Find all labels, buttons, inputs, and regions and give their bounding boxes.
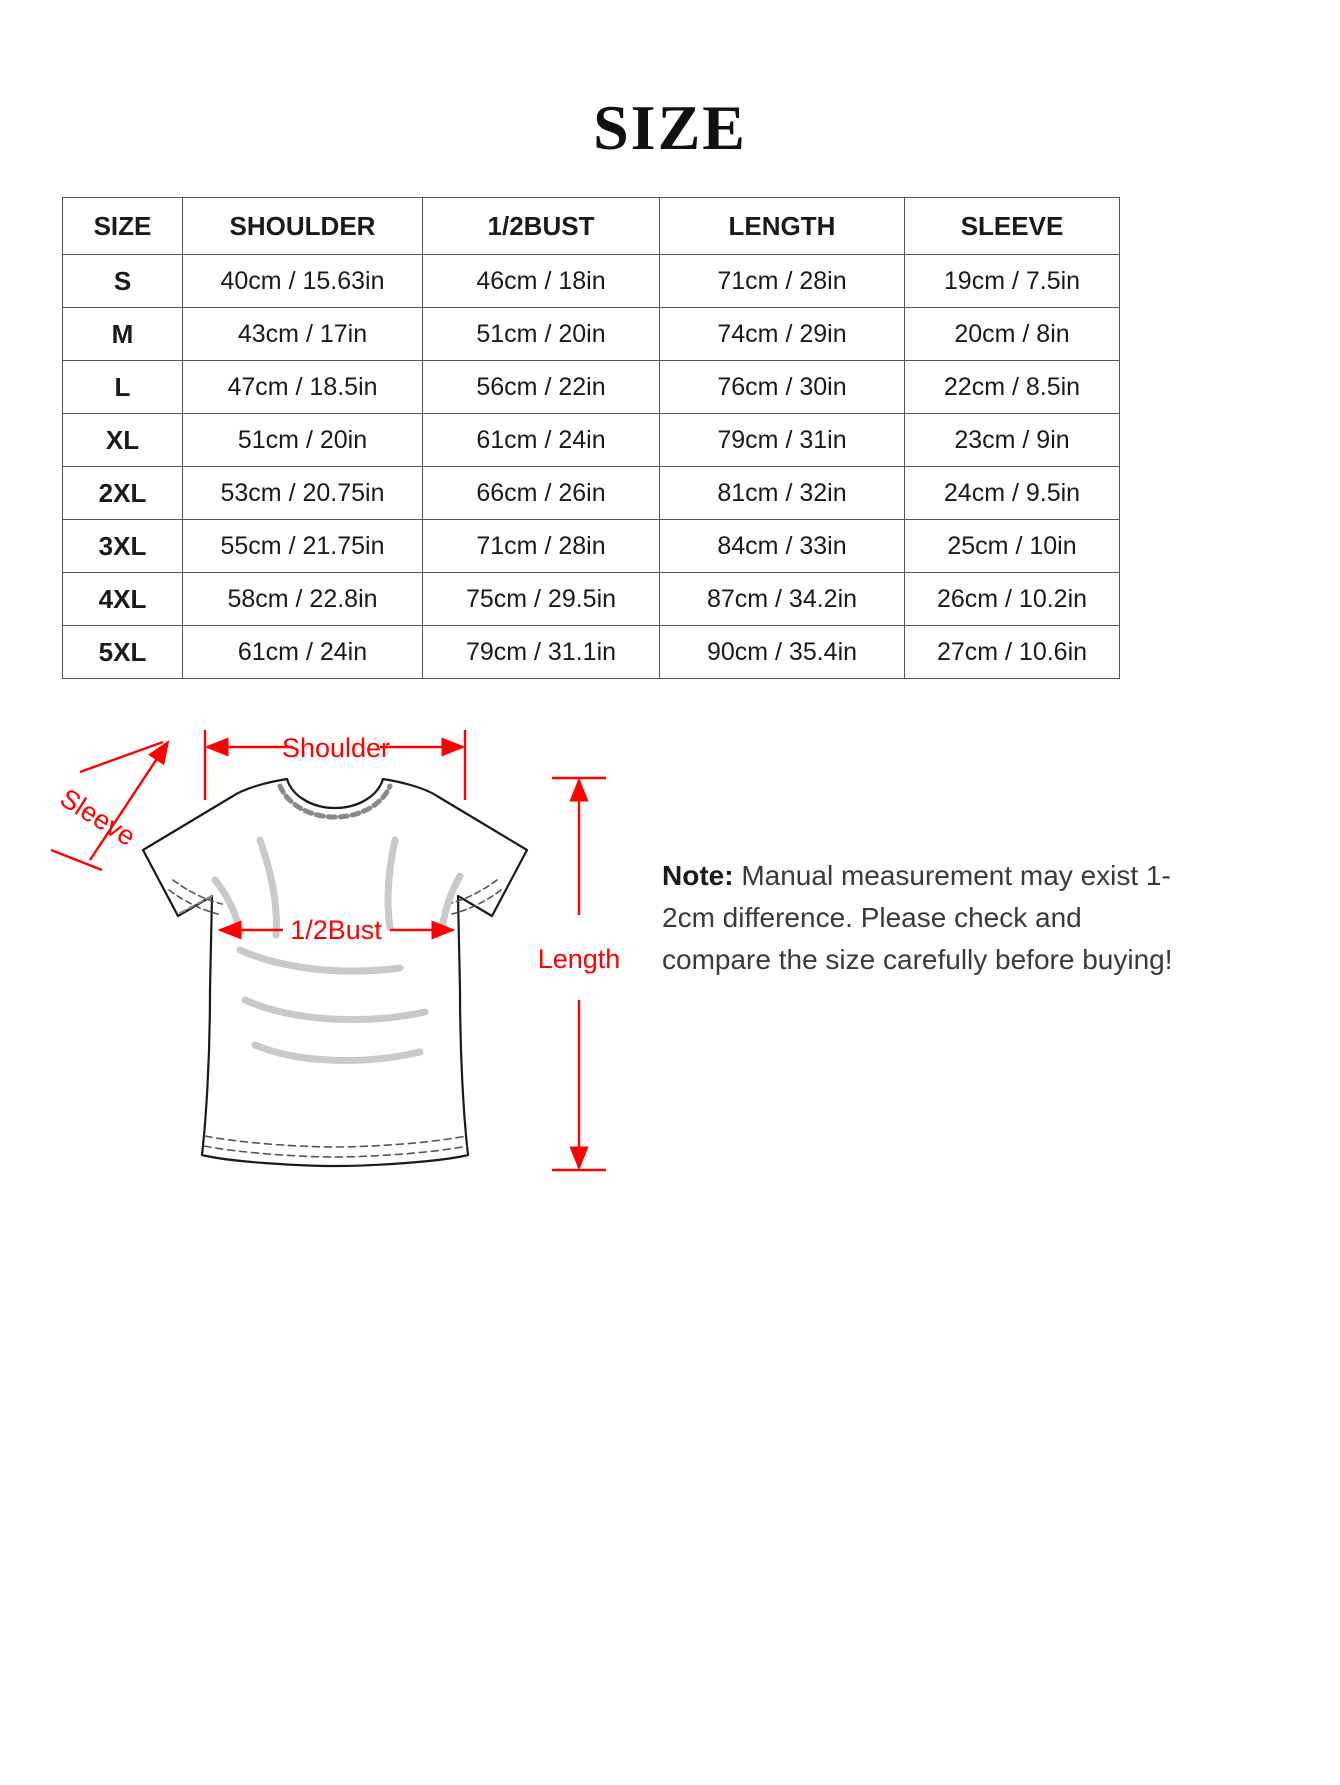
size-chart-table-container [62, 197, 1119, 679]
cell-sleeve: 22cm / 8.5in [905, 361, 1120, 414]
cell-sleeve: 24cm / 9.5in [905, 467, 1120, 520]
cell-shoulder: 51cm / 20in [183, 414, 423, 467]
table-row [63, 308, 1120, 361]
cell-shoulder: 40cm / 15.63in [183, 255, 423, 308]
column-header-bust: 1/2BUST [423, 198, 660, 255]
table-body [63, 255, 1120, 679]
cell-size: 3XL [63, 520, 183, 573]
cell-bust: 61cm / 24in [423, 414, 660, 467]
cell-length: 90cm / 35.4in [660, 626, 905, 679]
cell-shoulder: 47cm / 18.5in [183, 361, 423, 414]
table-row [63, 255, 1120, 308]
table-row [63, 414, 1120, 467]
cell-shoulder: 43cm / 17in [183, 308, 423, 361]
column-header-shoulder: SHOULDER [183, 198, 423, 255]
table-row [63, 520, 1120, 573]
cell-length: 81cm / 32in [660, 467, 905, 520]
cell-length: 79cm / 31in [660, 414, 905, 467]
cell-bust: 56cm / 22in [423, 361, 660, 414]
cell-length: 84cm / 33in [660, 520, 905, 573]
table-row [63, 573, 1120, 626]
cell-length: 87cm / 34.2in [660, 573, 905, 626]
cell-shoulder: 55cm / 21.75in [183, 520, 423, 573]
column-header-size: SIZE [63, 198, 183, 255]
cell-length: 76cm / 30in [660, 361, 905, 414]
cell-bust: 79cm / 31.1in [423, 626, 660, 679]
cell-bust: 75cm / 29.5in [423, 573, 660, 626]
bust-label: 1/2Bust [290, 915, 382, 945]
cell-shoulder: 53cm / 20.75in [183, 467, 423, 520]
cell-sleeve: 20cm / 8in [905, 308, 1120, 361]
column-header-sleeve: SLEEVE [905, 198, 1120, 255]
cell-bust: 51cm / 20in [423, 308, 660, 361]
sleeve-label: Sleeve [54, 782, 141, 852]
cell-sleeve: 27cm / 10.6in [905, 626, 1120, 679]
size-chart-table [62, 197, 1120, 679]
page-title: SIZE [593, 92, 747, 163]
cell-size: L [63, 361, 183, 414]
length-dimension [552, 778, 606, 1170]
table-row [63, 467, 1120, 520]
cell-sleeve: 25cm / 10in [905, 520, 1120, 573]
note-text: Manual measurement may exist 1-2cm difference. Please check and compare the size carefully before buying! [662, 860, 1173, 975]
cell-size: 5XL [63, 626, 183, 679]
cell-size: M [63, 308, 183, 361]
cell-bust: 71cm / 28in [423, 520, 660, 573]
cell-shoulder: 58cm / 22.8in [183, 573, 423, 626]
note-label: Note: [662, 860, 734, 891]
measurement-note [662, 855, 1182, 981]
cell-bust: 46cm / 18in [423, 255, 660, 308]
cell-size: S [63, 255, 183, 308]
length-label: Length [537, 944, 621, 974]
cell-size: 2XL [63, 467, 183, 520]
cell-size: 4XL [63, 573, 183, 626]
cell-size: XL [63, 414, 183, 467]
table-row [63, 361, 1120, 414]
table-header [63, 198, 1120, 255]
tshirt-illustration [143, 779, 527, 1166]
table-row [63, 626, 1120, 679]
cell-length: 74cm / 29in [660, 308, 905, 361]
measurement-diagram [40, 700, 660, 1200]
cell-bust: 66cm / 26in [423, 467, 660, 520]
cell-sleeve: 23cm / 9in [905, 414, 1120, 467]
table-header-row [63, 198, 1120, 255]
cell-length: 71cm / 28in [660, 255, 905, 308]
column-header-length: LENGTH [660, 198, 905, 255]
shoulder-label: Shoulder [281, 733, 391, 763]
cell-sleeve: 19cm / 7.5in [905, 255, 1120, 308]
cell-shoulder: 61cm / 24in [183, 626, 423, 679]
cell-sleeve: 26cm / 10.2in [905, 573, 1120, 626]
